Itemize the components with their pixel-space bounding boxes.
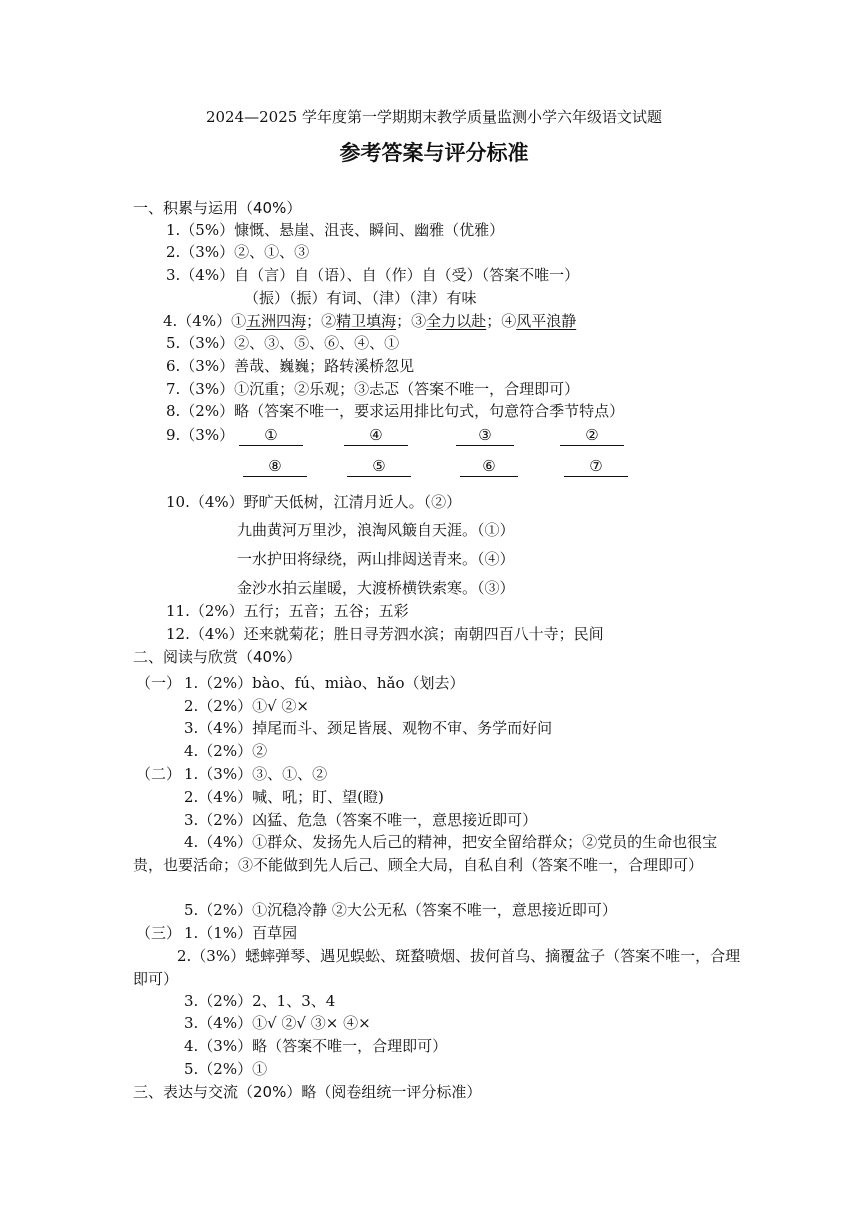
q2-2-3-answer: 3.（2%）凶猛、危急（答案不唯一，意思接近即可） (184, 811, 538, 829)
q2-2-1-answer: 1.（3%）③、①、② (184, 765, 328, 783)
page-title: 参考答案与评分标准 (339, 141, 529, 165)
q2-2-2-answer: 2.（4%）喊、吼；盯、望(瞪) (184, 788, 384, 806)
q1-4-sep-2: ；③ (396, 312, 427, 330)
q1-9-blank-6: ⑤ (347, 456, 411, 477)
q1-2-answer: 2.（3%）②、①、③ (166, 243, 310, 261)
q1-10-answer-1: 10.（4%）野旷天低树，江清月近人。（②） (166, 493, 462, 511)
passage-2-label: （二） (136, 765, 182, 783)
q1-5-answer: 5.（3%）②、③、⑤、⑥、④、① (166, 334, 400, 352)
q1-9-blank-3: ③ (456, 425, 514, 446)
q1-4-idiom-3: 全力以赴 (426, 312, 487, 330)
q1-1-answer: 1.（5%）慷慨、悬崖、沮丧、瞬间、幽雅（优雅） (166, 221, 505, 239)
q1-4-sep-1: ；② (306, 312, 337, 330)
q1-6-answer: 6.（3%）善哉、巍巍；路转溪桥忽见 (166, 357, 415, 375)
q2-3-4-answer: 4.（3%）略（答案不唯一，合理即可） (184, 1037, 448, 1055)
section-1-heading: 一、积累与运用（40%） (133, 199, 302, 217)
exam-title: 2024—2025 学年度第一学期期末教学质量监测小学六年级语文试题 (205, 108, 663, 126)
q2-3-3b-answer: 3.（4%）①√ ②√ ③× ④× (184, 1014, 371, 1032)
q1-10-answer-4: 金沙水拍云崖暖，大渡桥横铁索寒。（③） (237, 579, 515, 597)
q1-9-blank-4: ② (560, 425, 624, 446)
q2-3-5-answer: 5.（2%）① (184, 1060, 268, 1078)
q1-4-sep-3: ；④ (486, 312, 517, 330)
q1-4-idiom-2: 精卫填海 (336, 312, 397, 330)
q1-9-blank-8: ⑦ (564, 456, 628, 477)
passage-1-label: （一） (136, 674, 182, 692)
q2-1-2-answer: 2.（2%）①√ ②× (184, 697, 310, 715)
q2-1-1-answer: 1.（2%）bào、fú、miào、hǎo（划去） (184, 674, 465, 692)
q1-8-answer: 8.（2%）略（答案不唯一，要求运用排比句式，句意符合季节特点） (166, 402, 625, 420)
q2-3-2-answer: 2.（3%）蟋蟀弹琴、遇见蜈蚣、斑蝥喷烟、拔何首乌、摘覆盆子（答案不唯一，合理即可） (133, 947, 741, 988)
q1-9-blank-1: ① (239, 425, 303, 446)
section-3 (133, 1081, 481, 1103)
q2-3-1-answer: 1.（1%）百草园 (184, 924, 298, 942)
section-2-heading: 二、阅读与欣赏（40%） (133, 648, 302, 666)
q1-10-answer-2: 九曲黄河万里沙，浪淘风簸自天涯。（①） (237, 521, 515, 539)
passage-3-label: （三） (136, 924, 182, 942)
q1-10-answer-3: 一水护田将绿绕，两山排闼送青来。（④） (237, 550, 515, 568)
q2-2-5-answer: 5.（2%）①沉稳冷静 ②大公无私（答案不唯一，意思接近即可） (184, 901, 617, 919)
q2-3-3-answer: 3.（2%）2、1、3、4 (184, 992, 336, 1010)
q1-4-idiom-4: 风平浪静 (516, 312, 577, 330)
q1-4-idiom-1: 五洲四海 (246, 312, 307, 330)
q2-2-4-answer: 4.（4%）①群众、发扬先人后己的精神，把安全留给群众；②党员的生命也很宝贵，也要活命；③不能做到先人后己、顾全大局，自私自利（答案不唯一，合理即可） (133, 833, 718, 874)
section-3-note: 略（阅卷组统一评分标准） (301, 1083, 482, 1101)
q1-9-blank-7: ⑥ (460, 456, 518, 477)
q1-9-prefix: 9.（3%） (166, 426, 235, 444)
q1-3-answer: 3.（4%）自（言）自（语）、自（作）自（受）（答案不唯一） (166, 266, 580, 284)
q1-11-answer: 11.（2%）五行；五音；五谷；五彩 (166, 602, 409, 620)
q2-1-4-answer: 4.（2%）② (184, 742, 268, 760)
q1-3-answer-cont: （振）（振）有词、（津）（津）有味 (244, 289, 477, 307)
q1-9-blank-5: ⑧ (243, 456, 307, 477)
section-3-heading: 三、表达与交流（20%） (133, 1083, 302, 1101)
q1-7-answer: 7.（3%）①沉重；②乐观；③忐忑（答案不唯一，合理即可） (166, 380, 580, 398)
q1-4-prefix: 4.（4%）① (163, 312, 247, 330)
q1-12-answer: 12.（4%）还来就菊花；胜日寻芳泗水滨；南朝四百八十寺；民间 (166, 625, 604, 643)
q1-4-answer (163, 310, 576, 332)
q1-9-blank-2: ④ (344, 425, 408, 446)
q2-1-3-answer: 3.（4%）掉尾而斗、颈足皆展、观物不审、务学而好问 (184, 719, 553, 737)
